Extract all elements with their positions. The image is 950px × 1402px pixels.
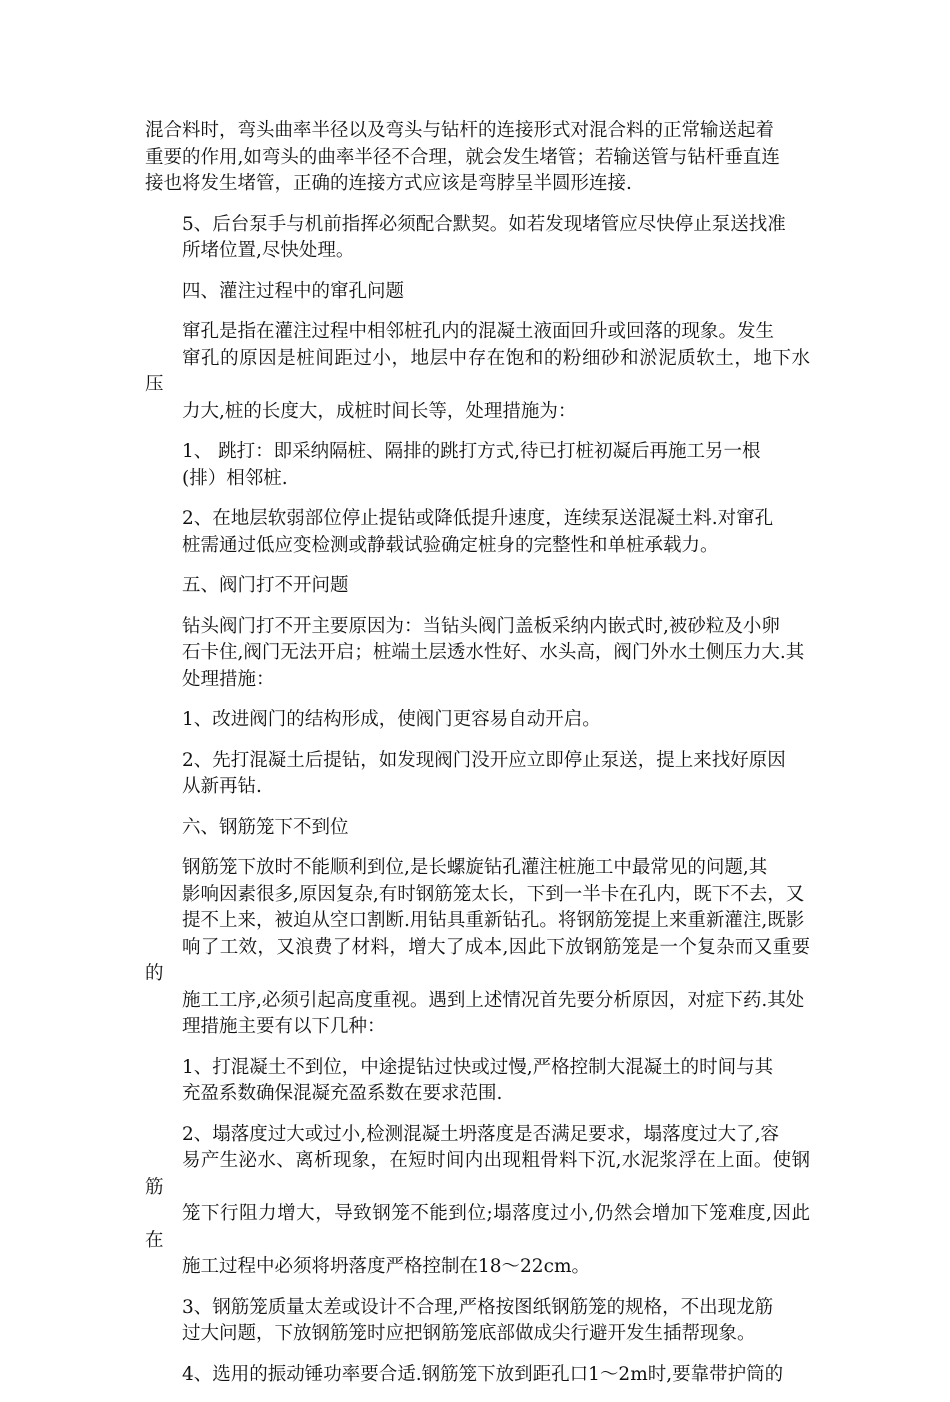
paragraph — [145, 118, 810, 198]
text-line: 易产生泌水、离析现象，在短时间内出现粗骨料下沉,水泥浆浮在上面。使钢筋 — [145, 1150, 810, 1198]
text-line: 1、 跳打：即采纳隔桩、隔排的跳打方式,待已打桩初凝后再施工另一根 — [182, 441, 761, 462]
paragraph — [145, 212, 810, 265]
text-line: 过大问题，下放钢筋笼时应把钢筋笼底部做成尖行避开发生插帮现象。 — [182, 1323, 756, 1344]
text-line: 钻头阀门打不开主要原因为：当钻头阀门盖板采纳内嵌式时,被砂粒及小卵 — [182, 615, 780, 637]
text-line: 影响因素很多,原因复杂,有时钢筋笼太长，下到一半卡在孔内，既下不去，又 — [182, 883, 805, 905]
document-page — [145, 118, 810, 1402]
text-line: 接也将发生堵管，正确的连接方式应该是弯脖呈半圆形连接. — [145, 173, 632, 194]
text-line: 所堵位置,尽快处理。 — [182, 240, 355, 261]
text-line: 桩需通过低应变检测或静载试验确定桩身的完整性和单桩承载力。 — [182, 534, 719, 556]
section-heading — [145, 815, 810, 842]
paragraph — [145, 506, 810, 559]
text-line: 处理措施： — [182, 668, 275, 690]
text-line: 混合料时，弯头曲率半径以及弯头与钻杆的连接形式对混合料的正常输送起着 — [145, 120, 775, 141]
text-line: 钢筋笼下放时不能顺利到位,是长螺旋钻孔灌注桩施工中最常见的问题,其 — [182, 857, 768, 878]
text-line: 重要的作用,如弯头的曲率半径不合理，就会发生堵管；若输送管与钻杆垂直连 — [145, 146, 780, 168]
paragraph — [145, 707, 810, 734]
text-line: 施工工序,必须引起高度重视。遇到上述情况首先要分析原因，对症下药.其处 — [182, 989, 805, 1011]
text-line: 从新再钻. — [182, 776, 262, 797]
paragraph — [145, 614, 810, 694]
paragraph — [145, 439, 810, 492]
text-line: 笼下行阻力增大，导致钢笼不能到位;塌落度过小,仍然会增加下笼难度,因此在 — [145, 1203, 810, 1251]
section-heading — [145, 279, 810, 306]
text-line: 3、钢筋笼质量太差或设计不合理,严格按图纸钢筋笼的规格，不出现龙筋 — [182, 1296, 774, 1318]
text-line: 1、打混凝土不到位，中途提钻过快或过慢,严格控制大混凝土的时间与其 — [182, 1056, 774, 1078]
text-line: 五、阀门打不开问题 — [182, 575, 349, 596]
paragraph — [145, 855, 810, 1041]
paragraph — [145, 748, 810, 801]
paragraph — [145, 1362, 810, 1389]
text-line: 理措施主要有以下几种： — [182, 1016, 386, 1037]
text-line: 2、在地层软弱部位停止提钻或降低提升速度，连续泵送混凝土料.对窜孔 — [182, 508, 774, 529]
text-line: (排）相邻桩. — [182, 467, 288, 489]
text-line: 窜孔的原因是桩间距过小，地层中存在饱和的粉细砂和淤泥质软土，地下水压 — [145, 347, 810, 395]
text-line: 1、改进阀门的结构形成，使阀门更容易自动开启。 — [182, 709, 601, 730]
text-line: 石卡住,阀门无法开启；桩端土层透水性好、水头高，阀门外水土侧压力大.其 — [182, 642, 805, 663]
text-line: 2、先打混凝土后提钻，如发现阀门没开应立即停止泵送，提上来找好原因 — [182, 749, 786, 771]
paragraph — [145, 1122, 810, 1281]
text-line: 2、塌落度过大或过小,检测混凝土坍落度是否满足要求，塌落度过大了,容 — [182, 1123, 780, 1145]
text-line: 4、选用的振动锤功率要合适.钢筋笼下放到距孔口1～2m时,要靠带护筒的 — [182, 1363, 784, 1385]
text-line: 力大,桩的长度大，成桩时间长等，处理措施为： — [182, 400, 577, 422]
paragraph — [145, 1055, 810, 1108]
text-line: 六、钢筋笼下不到位 — [182, 816, 349, 838]
text-line: 5、后台泵手与机前指挥必须配合默契。如若发现堵管应尽快停止泵送找准 — [182, 213, 786, 235]
text-line: 提不上来，被迫从空口割断.用钻具重新钻孔。将钢筋笼提上来重新灌注,既影 — [182, 910, 805, 931]
text-line: 窜孔是指在灌注过程中相邻桩孔内的混凝土液面回升或回落的现象。发生 — [182, 321, 775, 342]
text-line: 充盈系数确保混凝充盈系数在要求范围. — [182, 1083, 503, 1104]
text-line: 施工过程中必须将坍落度严格控制在18～22cm。 — [182, 1256, 590, 1277]
text-line: 四、灌注过程中的窜孔问题 — [182, 280, 405, 302]
paragraph — [145, 1295, 810, 1348]
text-line: 响了工效，又浪费了材料，增大了成本,因此下放钢筋笼是一个复杂而又重要的 — [145, 936, 810, 984]
section-heading — [145, 573, 810, 600]
paragraph — [145, 319, 810, 425]
